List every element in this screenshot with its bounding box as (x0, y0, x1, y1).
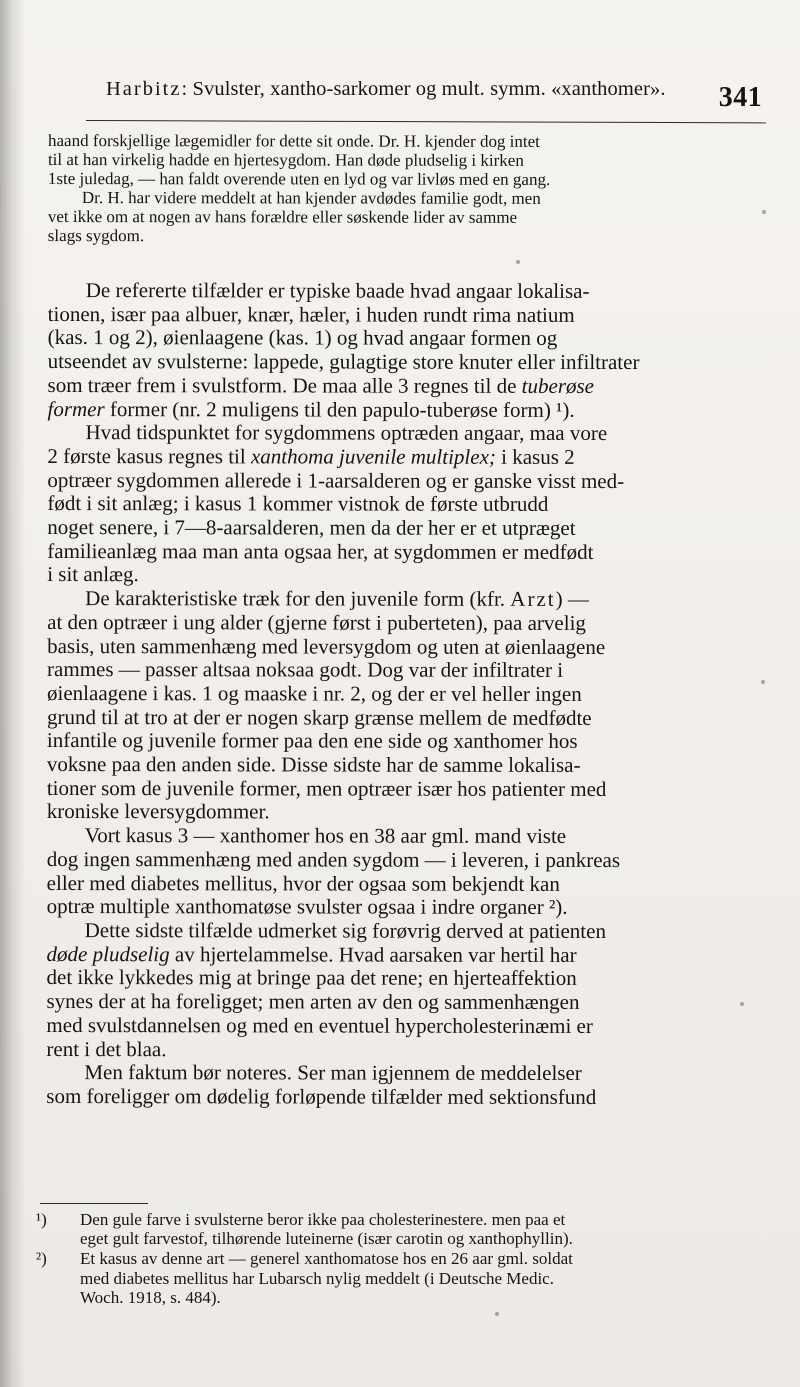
italic-term: former (47, 396, 105, 421)
footnote-mark: ¹) (36, 1210, 47, 1229)
text-fragment: De karakteristiske træk for den juvenile form (kfr. (85, 586, 506, 611)
author-citation: Arzt (510, 586, 556, 612)
footnote-line: Woch. 1918, s. 484). (80, 1287, 221, 1307)
text-line: født i sit anlæg; i kasus 1 kommer vistnok de første utbrudd (47, 491, 549, 517)
running-header (96, 78, 766, 114)
text-line: synes der at ha foreligget; men arten av den og sammenhængen (46, 989, 580, 1015)
footnote-rule (40, 1203, 148, 1204)
text-fragment: av hjertelammelse. Hvad aarsaken var hertil har (174, 941, 577, 967)
text-line: Men faktum bør noteres. Ser man igjennem de meddelelser (84, 1060, 582, 1086)
text-line: (kas. 1 og 2), øienlaagene (kas. 1) og hvad angaar formen og (47, 325, 558, 351)
paper-speck (762, 210, 766, 214)
text-line: dog ingen sammenhæng med anden sygdom — i leveren, i pankreas (46, 846, 621, 872)
text-line (47, 943, 755, 968)
text-line: noget senere, i 7—8-aarsalderen, men da der her er et utpræget (47, 515, 576, 540)
text-line: infantile og juvenile former paa den ene side og xanthomer hos (46, 728, 578, 754)
text-line: rent i det blaa. (46, 1036, 167, 1061)
article-title: : Svulster, xantho-sarkomer og mult. symm. «xanthomer». (181, 78, 666, 100)
text-line: Vort kasus 3 — xanthomer hos en 38 aar gml. mand viste (84, 823, 567, 849)
footnote-1 (36, 1210, 756, 1248)
footnote-line: med diabetes mellitus har Lubarsch nylig meddelt (i Deutsche Medic. (80, 1268, 554, 1288)
footnotes (36, 1210, 756, 1307)
text-line (47, 398, 755, 423)
text-line: familieanlæg maa man anta ogsaa her, at sygdommen er medfødt (47, 538, 594, 564)
author-name: Harbitz (106, 78, 182, 100)
page-number: 341 (718, 82, 762, 113)
text-line: med svulstdannelsen og med en eventuel hypercholesterinæmi er (46, 1012, 593, 1038)
text-line: Dette sidste tilfælde udmerket sig forøvrig derved at patienten (84, 918, 606, 943)
text-line: Hvad tidspunktet for sygdommens optræden angaar, maa vore (85, 420, 608, 446)
prelude-line: 1ste juledag, — han faldt overende uten en lyd og var livløs med en gang. (47, 168, 551, 189)
text-line: tioner som de juvenile former, men optræer især hos patienter med (46, 775, 607, 801)
text-line: i sit anlæg. (47, 562, 139, 587)
text-line (47, 445, 755, 470)
text-line: kroniske leversygdommer. (46, 799, 270, 824)
italic-term: xanthoma juvenile multiplex; (250, 444, 496, 469)
text-line (47, 587, 755, 612)
text-line: utseendet av svulsterne: lappede, gulagtige store knuter eller infiltrater (47, 349, 640, 375)
text-fragment: ) — (555, 587, 589, 612)
text-line: optræer sygdommen allerede i 1-aarsalderen og er ganske visst med- (47, 467, 625, 493)
text-line: eller med diabetes mellitus, hvor der ogsaa som bekjendt kan (46, 870, 560, 896)
text-fragment: i kasus 2 (501, 444, 575, 469)
paper-speck (495, 1312, 499, 1316)
text-line: at den optræer i ung alder (gjerne først i puberteten), paa arvelig (47, 609, 586, 635)
text-line: rammes — passer altsaa noksaa godt. Dog var der infiltrater i (47, 657, 564, 683)
text-line: grund til at tro at der er nogen skarp grænse mellem de medfødte (46, 704, 592, 730)
running-title (106, 78, 666, 101)
text-line (48, 374, 756, 399)
prelude-paragraph (48, 131, 756, 246)
prelude-line: til at han virkelig hadde en hjertesygdom. Han døde pludselig i kirken (47, 149, 524, 170)
prelude-line: slags sygdom. (47, 225, 145, 246)
body-copy (46, 131, 756, 1110)
footnote-mark: ²) (36, 1249, 47, 1269)
prelude-line: vet ikke om at nogen av hans forældre eller søskende lider av samme (47, 206, 518, 227)
footnote-line: eget gult farvestof, tilhørende luteinerne (især carotin og xanthophyllin). (80, 1229, 573, 1249)
footnote-line: Den gule farve i svulsterne beror ikke paa cholesterinestere. men paa et (80, 1210, 566, 1229)
text-line: optræ multiple xanthomatøse svulster ogsaa i indre organer ²). (46, 894, 568, 920)
header-rule (86, 120, 766, 123)
text-line: voksne paa den anden side. Disse sidste har de samme lokalisa- (46, 752, 581, 777)
paper-speck (761, 680, 765, 684)
text-line: basis, uten sammenhæng med leversygdom og uten at øienlaagene (47, 633, 606, 659)
text-fragment: former (nr. 2 muligens til den papulo-tuberøse form) ¹). (109, 396, 575, 422)
footnote-line: Et kasus av denne art — generel xanthomatose hos en 26 aar gml. soldat (80, 1249, 573, 1269)
italic-term: døde pludselig (46, 941, 170, 966)
prelude-line: Dr. H. har videre meddelt at han kjender avdødes familie godt, men (81, 188, 541, 208)
footnote-2 (36, 1249, 756, 1307)
prelude-line: haand forskjellige lægemidler for dette sit onde. Dr. H. kjender dog intet (47, 131, 540, 151)
paper-speck (740, 1002, 744, 1006)
text-line: det ikke lykkedes mig at bringe paa det rene; en hjerteaffektion (46, 965, 577, 991)
main-text (46, 279, 755, 1110)
text-fragment: 2 første kasus regnes til (47, 443, 246, 469)
paper-speck (516, 260, 520, 264)
text-line: De refererte tilfælder er typiske baade hvad angaar lokalisa- (85, 278, 590, 303)
text-line: tionen, især paa albuer, knær, hæler, i huden rundt rima natium (47, 301, 575, 327)
text-line: som foreligger om dødelig forløpende tilfælder med sektionsfund (46, 1083, 597, 1109)
text-fragment: som træer frem i svulstform. De maa alle 3 regnes til de (47, 372, 517, 398)
text-line: øienlaagene i kas. 1 og maaske i nr. 2, og der er vel heller ingen (46, 680, 582, 706)
italic-term: tuberøse (521, 373, 595, 398)
